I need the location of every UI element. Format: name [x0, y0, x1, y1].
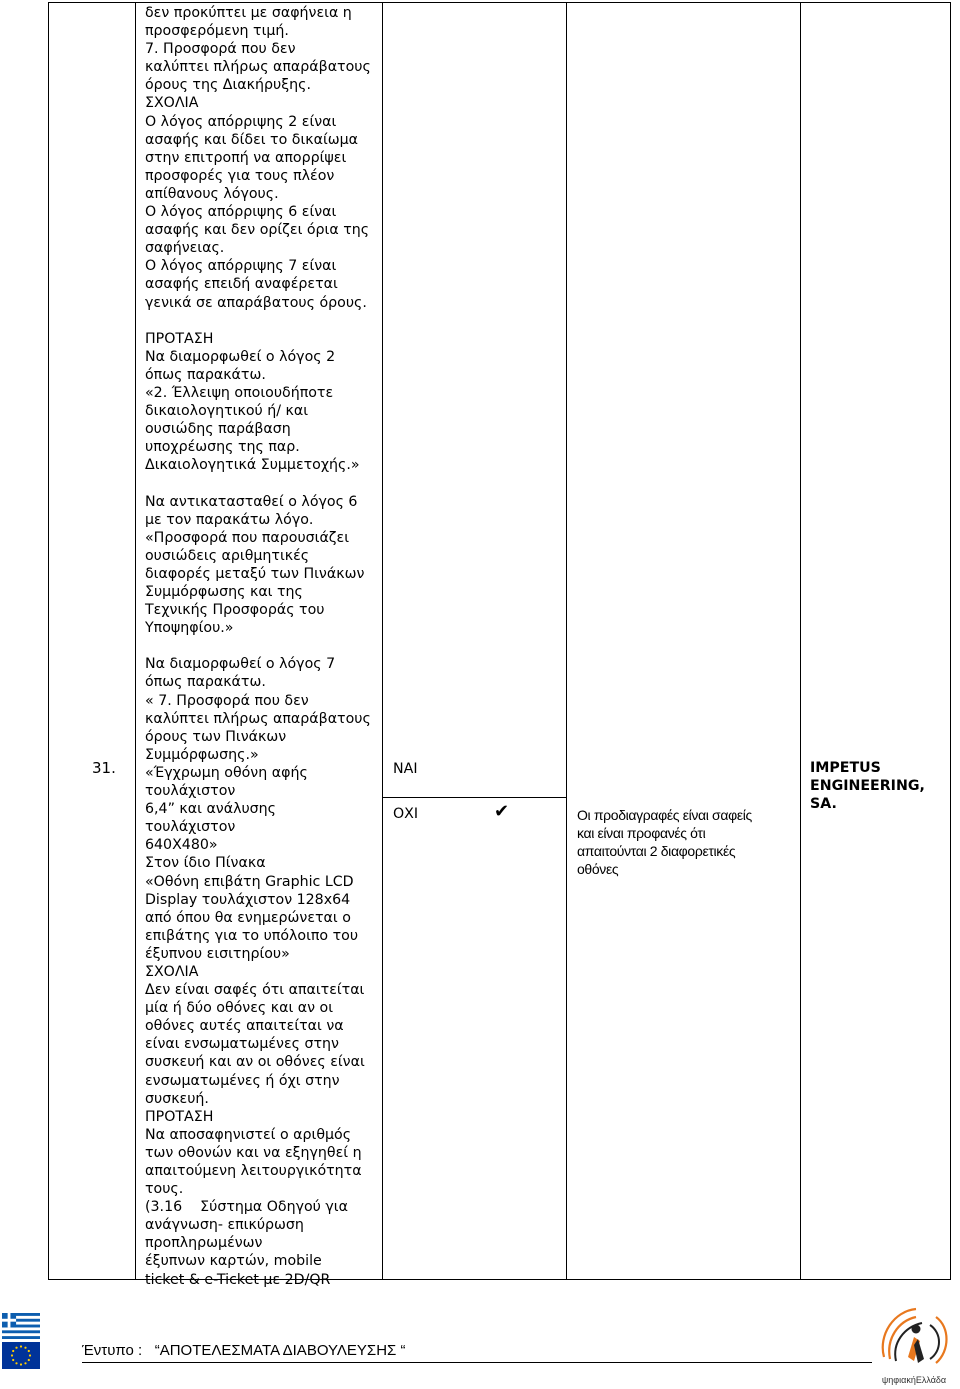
row-number: 31. — [92, 759, 116, 777]
eu-flag-icon — [2, 1342, 40, 1369]
no-label: ΟΧΙ — [393, 806, 419, 822]
footer-form-label: Έντυπο : “ΑΠΟΤΕΛΕΣΜΑΤΑ ΔΙΑΒΟΥΛΕΥΣΗΣ “ — [82, 1342, 406, 1359]
digital-greece-logo-icon — [870, 1299, 958, 1387]
comment-cell-text: δεν προκύπτει με σαφήνεια η προσφερόμενη τιμή. 7. Προσφορά που δεν καλύπτει πλήρως απαράβατους όρους της Διακήρυξης. ΣΧΟΛΙΑ Ο λόγος απόρριψης 2 είναι ασαφής και δίδει το δικαίωμα στην επιτροπή να απορρίψει προσφορές για τους πλέον απίθανους λόγους. Ο λόγος απόρριψης 6 είναι ασαφής και δεν ορίζει όρια της σαφήνειας. Ο λόγος απόρριψης 7 είναι ασαφής επειδή αναφέρεται γενικά σε απαράβατους όρους. ΠΡΟΤΑΣΗ Να διαμορφωθεί ο λόγος 2 όπως παρακάτω. «2. Έλλειψη οποιουδήποτε δικαιολογητικού ή/ και ουσιώδης παράβαση υποχρέωσης της παρ. Δικαιολογητικά Συμμετοχής.» Να αντικατασταθεί ο λόγος 6 με τον παρακάτω λόγο. «Προσφορά που παρουσιάζει ουσιώδεις αριθμητικές διαφορές μεταξύ των Πινάκων Συμμόρφωσης και της Τεχνικής Προσφοράς του Υποψηφίου.» Να διαμορφωθεί ο λόγος 7 όπως παρακάτω. « 7. Προσφορά που δεν καλύπτει πλήρως απαράβατους όρους των Πινάκων Συμμόρφωσης.» «Έγχρωμη οθόνη αφής τουλάχιστον 6,4” και ανάλυσης τουλάχιστον 640X480» Στον ίδιο Πίνακα «Οθόνη επιβάτη Graphic LCD Display τουλάχιστον 128x64 από όπου θα ενημερώνεται ο επιβάτης για το υπόλοιπο του έξυπνου εισιτηρίου» ΣΧΟΛΙΑ Δεν είναι σαφές ότι απαιτείται μία ή δύο οθόνες και αν οι οθόνες αυτές απαιτείται να είναι ενσωματωμένες στην συσκευή και αν οι οθόνες είναι ενσωματωμένες ή όχι στην συσκευή. ΠΡΟΤΑΣΗ Να αποσαφηνιστεί ο αριθμός των οθονών και να εξηγηθεί η απαιτούμενη λειτουργικότητα τους. (3.16 Σύστημα Οδηγού για ανάγνωση- επικύρωση προπληρωμένων έξυπνων καρτών, mobile ticket & e-Ticket με 2D/QR — [145, 5, 371, 1288]
checkmark-icon: ✔ — [494, 801, 510, 822]
column-divider — [566, 3, 567, 1279]
footer-rule — [82, 1362, 872, 1363]
logo-wordmark: ψηφιακήΕλλάδα — [881, 1375, 947, 1385]
company-name: IMPETUS ENGINEERING, SA. — [810, 760, 925, 812]
yes-label: ΝΑΙ — [393, 761, 418, 777]
column-divider — [800, 3, 801, 1279]
greek-flag-icon — [2, 1313, 40, 1339]
column-divider — [382, 3, 383, 1279]
column-divider — [135, 3, 136, 1279]
yes-no-divider — [382, 797, 566, 798]
reply-text: Οι προδιαγραφές είναι σαφείς και είναι προφανές ότι απαιτούνται 2 διαφορετικές οθόνες — [577, 807, 752, 877]
